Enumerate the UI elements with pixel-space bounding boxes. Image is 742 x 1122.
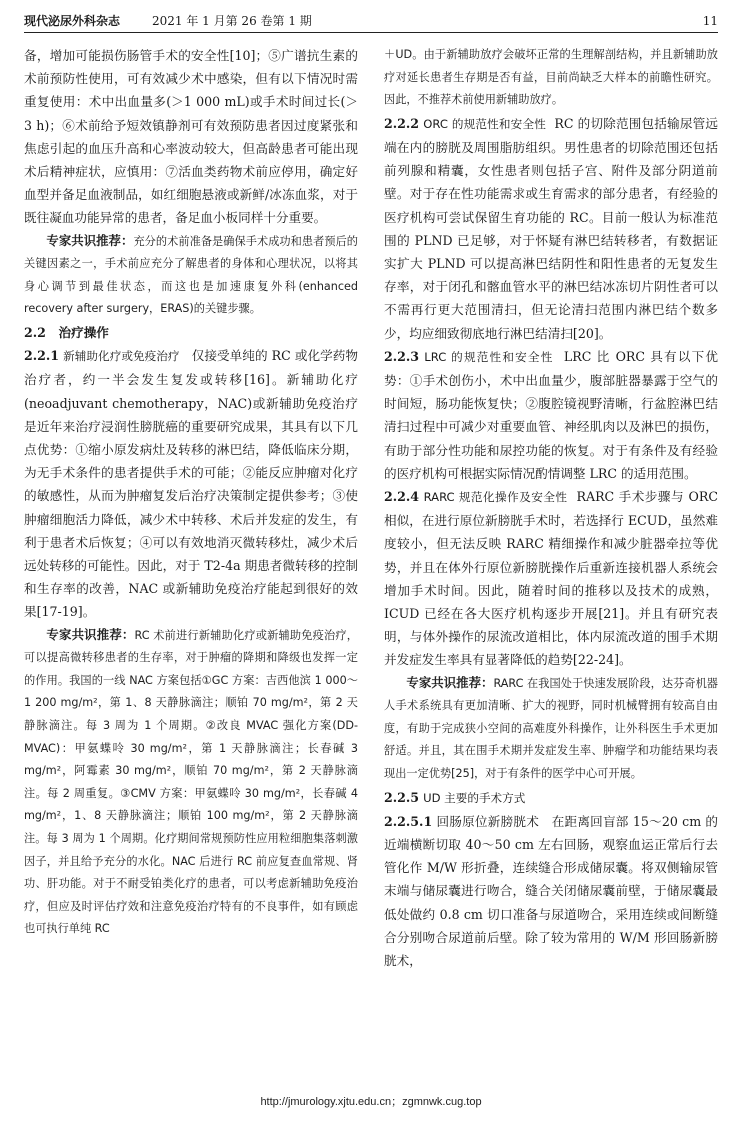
subsection-title: UD 主要的手术方式 [423, 790, 526, 805]
journal-title: 现代泌尿外科杂志 [24, 14, 121, 28]
issue-info: 2021 年 1 月第 26 卷第 1 期 [152, 14, 312, 28]
subsection-title: LRC 的规范性和安全性 [424, 349, 554, 364]
paragraph-neoadjuvant: 仅接受单纯的 RC 或化学药物治疗者，约一半会发生复发或转移[16]。新辅助化疗(neoadjuvant chemotherapy，NAC)或新辅助免疫治疗是近年来治疗浸润性膀胱癌的重要研究成果，其具有以下几点优势：①缩小原发病灶及转移的淋巴结，降低临床分期，为无手术条件的患者提供手术的可能；②能反应肿瘤对化疗的敏感性，从而为肿瘤复发后治疗决策制定提供参考；③使肿瘤细胞活力降低，减少术中转移、术后并发症的发生，有利于患者术后恢复；④可以有效地消灭微转移灶，减少术后远处转移的可能性。因此，对于 T2-4a 期患者微转移的控制和生存率的改善，NAC 或新辅助免疫治疗能起到很好的效果[17-19]。 [24, 348, 358, 620]
subsection-2-2-4 [384, 485, 718, 672]
subsection-title: ORC 的规范性和安全性 [423, 116, 546, 131]
subsection-2-2-5-1 [384, 810, 718, 972]
consensus-text: RARC 在我国处于快速发展阶段，达芬奇机器人手术系统具有更加清晰、扩大的视野，同时机械臂拥有较高自由度，有助于完成狭小空间的高难度外科操作，让外科医生手术更加舒适。并且，其在围手术期并发症发生率、肿瘤学和功能结果均表现出一定优势[25]，对于有条件的医学中心可开展。 [384, 676, 718, 781]
consensus-neoadjuvant [24, 624, 358, 941]
subsection-number: 2.2.4 [384, 489, 420, 505]
subsection-2-2-1 [24, 344, 358, 623]
consensus-rarc [384, 672, 718, 786]
subsection-number: 2.2.2 [384, 115, 420, 131]
consensus-text: 充分的术前准备是确保手术成功和患者预后的关键因素之一，手术前应充分了解患者的身体和心理状况，以将其身心调节到最佳状态，而这也是加速康复外科(enhanced recovery after surgery，ERAS)的关键步骤。 [24, 234, 358, 316]
consensus-continued: ＋UD。由于新辅助放疗会破坏正常的生理解剖结构，并且新辅助放疗对延长患者生存期是否有益，目前尚缺乏大样本的前瞻性研究。因此，不推荐术前使用新辅助放疗。 [384, 48, 718, 107]
right-column [384, 44, 718, 972]
subsection-number: 2.2.3 [384, 348, 420, 364]
consensus-label: 专家共识推荐： [406, 674, 494, 690]
left-column [24, 44, 358, 941]
subsection-title: 新辅助化疗或免疫治疗 [63, 349, 180, 364]
subsection-number: 2.2.5.1 [384, 813, 433, 829]
footer-url[interactable]: http://jmurology.xjtu.edu.cn；zgmnwk.cug.top [260, 1096, 482, 1108]
consensus-label: 专家共识推荐： [46, 232, 134, 248]
subsection-title: 回肠原位新膀胱术 [436, 813, 540, 829]
paragraph-ileal-neobladder: 在距离回盲部 15～20 cm 的近端横断切取 40～50 cm 左右回肠，观察血运正常后行去管化作 M/W 形折叠，连续缝合形成储尿囊。将双侧输尿管末端与储尿囊进行吻合，缝合关闭储尿囊前壁，于储尿囊最低处做约 0.8 cm 切口准备与尿道吻合，采用连续或间断缝合分别吻合尿道前后壁。除了较为常用的 W/M 形回肠新膀胱术， [384, 813, 718, 969]
subsection-2-2-2 [384, 112, 718, 345]
page-number: 11 [702, 14, 718, 28]
subsection-number: 2.2.1 [24, 348, 60, 364]
subsection-number: 2.2.5 [384, 789, 420, 805]
paragraph-preop-continued: 备，增加可能损伤肠管手术的安全性[10]；⑤广谱抗生素的术前预防性使用，可有效减少术中感染，但有以下情况时需重复使用：术中出血量多(＞1 000 mL)或手术时间过长(＞3 h)；⑥术前给予短效镇静剂可有效预防患者因过度紧张和焦虑引起的血压升高和心率波动较大，但高龄患者可能出现术后精神症状，应慎用：⑦活血类药物术前应停用，确定好血型并备足血液制品，如红细胞悬液或新鲜/冰冻血浆，对于既往凝血功能异常的患者，备足血小板同样十分重要。 [24, 48, 358, 226]
consensus-label: 专家共识推荐： [46, 626, 135, 642]
paragraph-lrc: LRC 比 ORC 具有以下优势：①手术创伤小，术中出血量少，腹部脏器暴露于空气的时间短，肠功能恢复快；②腹腔镜视野清晰，行盆腔淋巴结清扫过程中可减少对重要血管、神经肌肉以及淋巴的损伤，有助于部分性功能和尿控功能的恢复。对于有条件及有经验的医疗机构可根据实际情况酌情调整 LRC 的适用范围。 [384, 348, 718, 481]
consensus-preop [24, 230, 358, 321]
paragraph-rarc: RARC 手术步骤与 ORC 相似，在进行原位新膀胱手术时，若选择行 ECUD，虽然难度较小，但无法反映 RARC 精细操作和减少脏器牵拉等优势，并且在体外行原位新膀胱操作后重新连接机器人系统会增加手术时间。因此，随着时间的推移以及技术的成熟，ICUD 已经在各大医疗机构逐步开展[21]。并且有研究表明，与体外操作的尿流改道相比，体内尿流改道的围手术期并发症发生率具有显著降低的趋势[22-24]。 [384, 489, 718, 668]
subsection-2-2-5 [384, 786, 718, 810]
running-header [24, 10, 718, 33]
consensus-text: RC 术前进行新辅助化疗或新辅助免疫治疗，可以提高微转移患者的生存率，对于肿瘤的降期和降级也发挥一定的作用。我国的一线 NAC 方案包括①GC 方案：吉西他滨 1 000～1 200 mg/m²，第 1、8 天静脉滴注；顺铂 70 mg/m²，第 2 天静脉滴注。每 3 周为 1 个周期。②改良 MVAC 强化方案(DD-MVAC)：甲氨蝶呤 30 mg/m²，第 1 天静脉滴注；长春碱 3 mg/m²，阿霉素 30 mg/m²，顺铂 70 mg/m²，第 2 天静脉滴注。每 2 周重复。③CMV 方案：甲氨蝶呤 30 mg/m²，长春碱 4 mg/m²，1、8 天静脉滴注；顺铂 100 mg/m²，第 2 天静脉滴注。每 3 周为 1 个周期。化疗期间常规预防性应用粒细胞集落刺激因子，并且给予充分的水化。NAC 后进行 RC 前应复查血常规、肾功、肝功能。对于不耐受铂类化疗的患者，可以考虑新辅助免疫治疗，但应及时评估疗效和注意免疫治疗特有的不良事件，如有顾虑也可执行单纯 RC [24, 628, 358, 936]
subsection-title: RARC 规范化操作及安全性 [423, 490, 568, 505]
paragraph-orc: RC 的切除范围包括输尿管远端在内的膀胱及周围脂肪组织。男性患者的切除范围还包括前列腺和精囊，女性患者则包括子宫、附件及部分阴道前壁。对于存在性功能需求或生育需求的部分患者，有经验的医疗机构可尝试保留生育功能的 RC。目前一般认为标准范围的 PLND 已足够，对于怀疑有淋巴结转移者，有数据证实扩大 PLND 可以提高淋巴结阴性和阳性患者的无复发生存率，对于闭孔和髂血管水平的淋巴结冰冻切片阴性者可以不需再行更大范围清扫，但无论清扫范围内淋巴结个数多少，均应细致彻底地行淋巴结清扫[20]。 [384, 115, 718, 341]
section-heading-2-2: 2.2 治疗操作 [24, 325, 109, 340]
subsection-2-2-3 [384, 345, 718, 485]
